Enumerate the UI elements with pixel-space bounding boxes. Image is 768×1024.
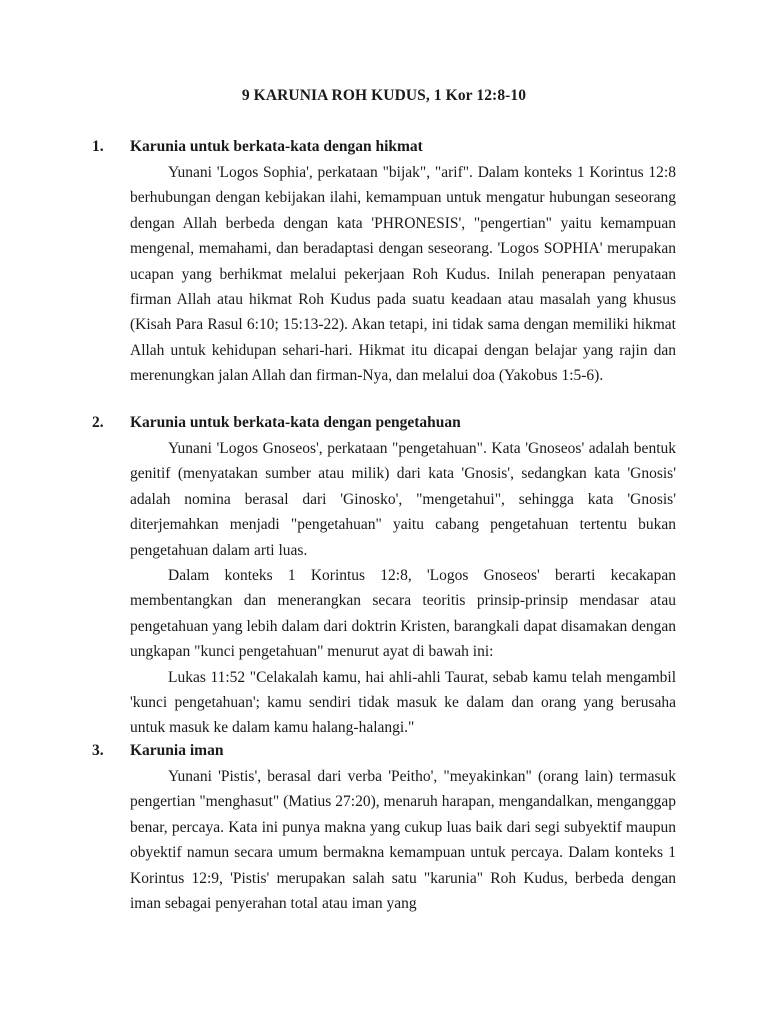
paragraph: Lukas 11:52 "Celakalah kamu, hai ahli-ahli Taurat, sebab kamu telah mengambil 'kunci pengetahuan'; kamu sendiri tidak masuk ke dalam dan orang yang berusaha untuk masuk ke dalam kamu halang-halangi.": [130, 668, 676, 737]
section-number: 2.: [92, 414, 104, 431]
section-1-heading: [92, 134, 676, 160]
paragraph: Yunani 'Logos Gnoseos', perkataan "pengetahuan". Kata 'Gnoseos' adalah bentuk genitif (menyatakan sumber atau milik) dari kata 'Gnosis', sedangkan kata 'Gnosis' adalah nomina berasal dari 'Ginosko', "mengetahui", sehingga kata 'Gnosis' diterjemahkan menjadi "pengetahuan" yaitu cabang pengetahuan tertentu bukan pengetahuan dalam arti luas.: [130, 440, 676, 559]
paragraph: Yunani 'Pistis', berasal dari verba 'Peitho', "meyakinkan" (orang lain) termasuk pengertian "menghasut" (Matius 27:20), menaruh harapan, mengandalkan, menganggap benar, percaya. Kata ini punya makna yang cukup luas baik dari segi subyektif maupun obyektif namun secara umum bermakna kemampuan untuk percaya. Dalam konteks 1 Korintus 12:9, 'Pistis' merupakan salah satu "karunia" Roh Kudus, berbeda dengan iman sebagai penyerahan total atau iman yang: [130, 768, 676, 913]
paragraph: Yunani 'Logos Sophia', perkataan "bijak", "arif". Dalam konteks 1 Korintus 12:8 berhubungan dengan kebijakan ilahi, kemampuan untuk mengatur hubungan seseorang dengan Allah berbeda dengan kata 'PHRONESIS', "pengertian" yaitu kemampuan mengenal, memahami, dan beradaptasi dengan seseorang. 'Logos SOPHIA' merupakan ucapan yang berhikmat melalui pekerjaan Roh Kudus. Inilah penerapan penyataan firman Allah atau hikmat Roh Kudus pada suatu keadaan atau masalah yang khusus (Kisah Para Rasul 6:10; 15:13-22). Akan tetapi, ini tidak sama dengan memiliki hikmat Allah untuk kehidupan sehari-hari. Hikmat itu dicapai dengan belajar yang rajin dan merenungkan jalan Allah dan firman-Nya, dan melalui doa (Yakobus 1:5-6).: [130, 164, 676, 385]
section-heading-text: Karunia iman: [130, 742, 224, 759]
paragraph: Dalam konteks 1 Korintus 12:8, 'Logos Gnoseos' berarti kecakapan membentangkan dan menerangkan secara teoritis prinsip-prinsip mendasar atau pengetahuan yang lebih dalam dari doktrin Kristen, barangkali dapat disamakan dengan ungkapan "kunci pengetahuan" menurut ayat di bawah ini:: [130, 567, 676, 661]
document-title: 9 KARUNIA ROH KUDUS, 1 Kor 12:8-10: [241, 87, 527, 104]
section-3-heading: [92, 738, 676, 764]
section-number: 3.: [92, 742, 104, 759]
section-2-heading: [92, 410, 676, 436]
section-1: [92, 134, 676, 389]
section-3: [92, 738, 676, 916]
section-number: 1.: [92, 138, 104, 155]
section-heading-text: Karunia untuk berkata-kata dengan hikmat: [130, 138, 423, 155]
section-2: [92, 410, 676, 741]
section-heading-text: Karunia untuk berkata-kata dengan pengetahuan: [130, 414, 461, 431]
